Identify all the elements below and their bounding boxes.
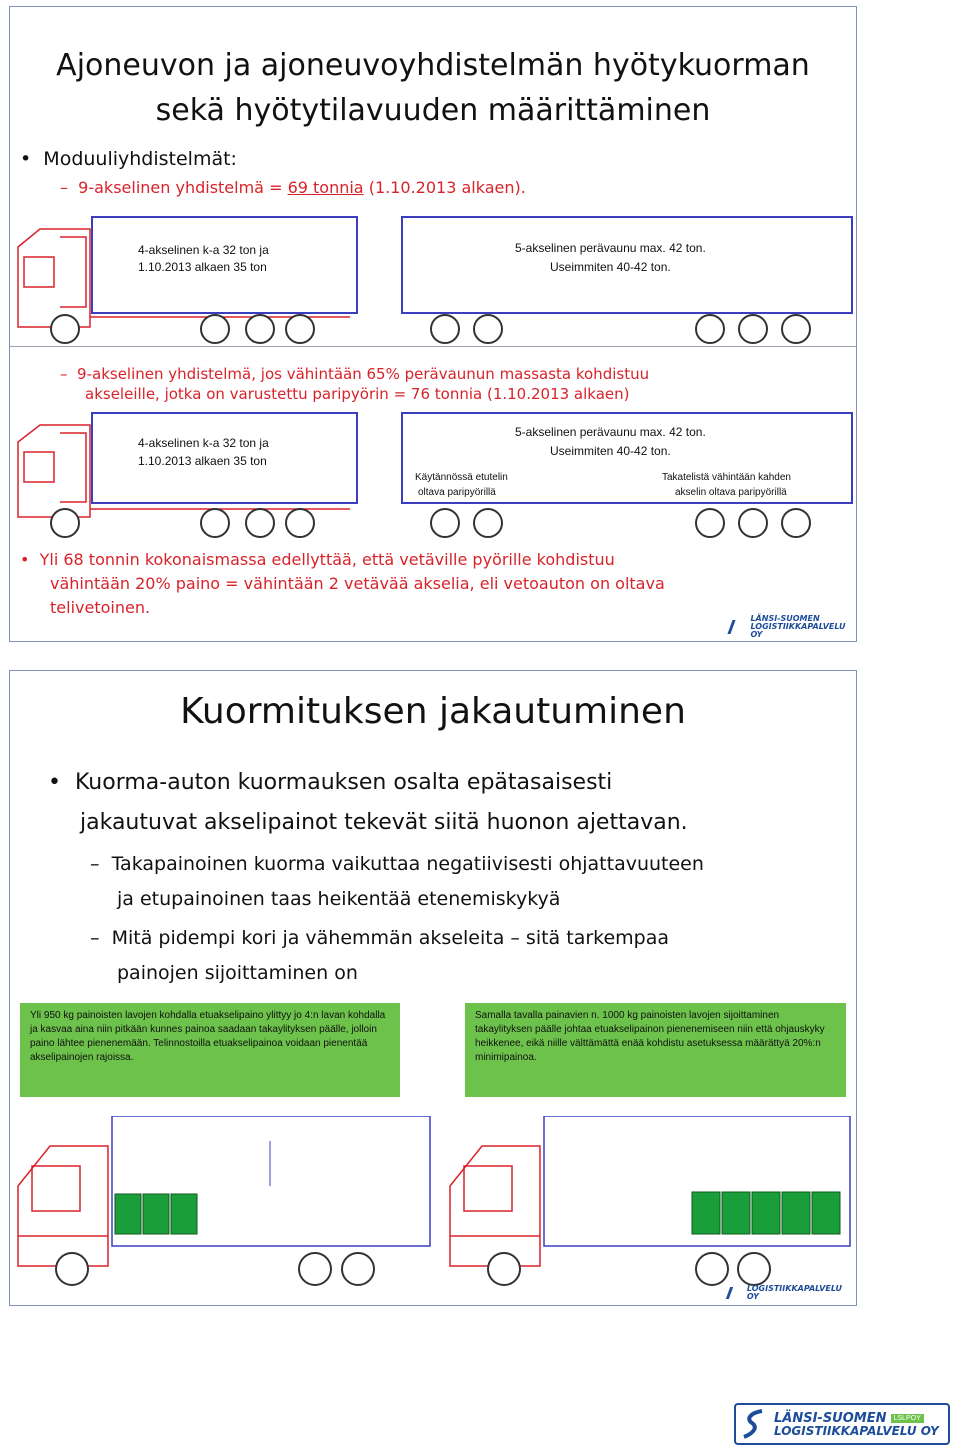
truck-rear-loaded bbox=[442, 1116, 856, 1296]
bullet-text: Moduuliyhdistelmät: bbox=[43, 148, 237, 170]
pallet-stack bbox=[115, 1194, 197, 1234]
logo-line1: LÄNSI-SUOMEN bbox=[750, 614, 820, 623]
sub1-prefix: 9-akselinen yhdistelmä = bbox=[78, 178, 288, 197]
pallet-stack bbox=[692, 1192, 840, 1234]
dash: – bbox=[90, 927, 112, 949]
dash: – bbox=[60, 365, 78, 383]
slide1-title-line2: sekä hyötytilavuuden määrittäminen bbox=[155, 93, 711, 128]
bullet1-line2: jakautuvat akselipainot tekevät siitä huonon ajettavan. bbox=[80, 810, 688, 835]
truck1-trailer-label-2: Useimmiten 40-42 ton. bbox=[550, 260, 671, 274]
truck2-trailer-label-1: 5-akselinen perävaunu max. 42 ton. bbox=[515, 425, 706, 439]
slide1-logo bbox=[730, 615, 856, 639]
bullet-dot: • bbox=[48, 770, 75, 795]
slide1-bullet-modules bbox=[20, 148, 237, 170]
slide2-dash-items bbox=[90, 847, 704, 991]
truck-combination-1 bbox=[10, 207, 856, 347]
logo-mark-icon bbox=[727, 620, 749, 634]
logo-badge: LSLPOY bbox=[891, 1414, 924, 1423]
slide1-bullet-68t bbox=[20, 548, 665, 620]
truck2-cab-label-2: 1.10.2013 alkaen 35 ton bbox=[138, 454, 267, 468]
wheels bbox=[51, 509, 810, 537]
dash: – bbox=[90, 853, 112, 875]
truck2-front-note-2: oltava paripyörillä bbox=[418, 487, 496, 498]
dash1-line1: Takapainoinen kuorma vaikuttaa negatiivisesti ohjattavuuteen bbox=[111, 853, 704, 875]
logo-line1: LÄNSI-SUOMEN bbox=[774, 1410, 887, 1426]
slide-load-distribution bbox=[9, 670, 857, 1306]
wheels bbox=[56, 1253, 374, 1285]
sub1-underlined: 69 tonnia bbox=[287, 178, 364, 197]
wheels bbox=[488, 1253, 770, 1285]
truck1-cab-label-1: 4-akselinen k-a 32 ton ja bbox=[138, 243, 269, 257]
slide1-sub-76t bbox=[60, 364, 649, 404]
logo-line2: LOGISTIIKKAPALVELU OY bbox=[774, 1423, 939, 1438]
truck-combination-2 bbox=[10, 407, 856, 542]
bullet2-line3: telivetoinen. bbox=[50, 598, 151, 617]
slide2-logo bbox=[728, 1285, 856, 1301]
bullet1-line1: Kuorma-auton kuormauksen osalta epätasaisesti bbox=[74, 770, 613, 795]
logo-line2: LOGISTIIKKAPALVELU OY bbox=[750, 622, 846, 639]
bullet2-line1: Yli 68 tonnin kokonaismassa edellyttää, että vetäville pyörille kohdistuu bbox=[39, 550, 615, 569]
truck2-trailer-label-2: Useimmiten 40-42 ton. bbox=[550, 444, 671, 458]
truck1-trailer-label-1: 5-akselinen perävaunu max. 42 ton. bbox=[515, 241, 706, 255]
dash: – bbox=[60, 178, 79, 197]
truck2-front-note-1: Käytännössä etutelin bbox=[415, 472, 508, 483]
slide2-title: Kuormituksen jakautuminen bbox=[180, 691, 686, 732]
truck2-rear-note-1: Takatelistä vähintään kahden bbox=[662, 472, 791, 483]
truck2-cab-label-1: 4-akselinen k-a 32 ton ja bbox=[138, 436, 269, 450]
slide1-title-line1: Ajoneuvon ja ajoneuvoyhdistelmän hyötykuorman bbox=[56, 48, 810, 83]
company-logo bbox=[734, 1403, 950, 1445]
bullet2-line2: vähintään 20% paino = vähintään 2 vetävää akselia, eli vetoauton on oltava bbox=[50, 574, 665, 593]
slide2-bullet1 bbox=[48, 763, 688, 843]
cab-outline bbox=[450, 1146, 540, 1266]
sub2-line2: akseleille, jotka on varustettu paripyörin = 76 tonnia (1.10.2013 alkaen) bbox=[85, 385, 630, 403]
truck1-cab-label-2: 1.10.2013 alkaen 35 ton bbox=[138, 260, 267, 274]
dash2-line1: Mitä pidempi kori ja vähemmän akseleita – sitä tarkempaa bbox=[111, 927, 670, 949]
cab-outline bbox=[18, 1146, 108, 1266]
slide1-title bbox=[10, 43, 856, 133]
slide-payload-determination bbox=[9, 6, 857, 642]
logo-line: LOGISTIIKKAPALVELU OY bbox=[746, 1284, 842, 1301]
green-note-right: Samalla tavalla painavien n. 1000 kg painoisten lavojen sijoittaminen takaylityksen päälle johtaa etuakselipainon pienenemiseen niin että ohjauskyky heikkenee, eikä niille välttämättä enää kohdistu asetuksessa määrättyä 20%:n minimipainoa. bbox=[465, 1003, 846, 1097]
bullet-dot: • bbox=[20, 550, 40, 569]
dash1-line2: ja etupainoinen taas heikentää etenemiskykyä bbox=[117, 888, 561, 910]
bullet-dot: • bbox=[20, 148, 44, 170]
truck2-rear-note-2: akselin oltava paripyörillä bbox=[675, 487, 787, 498]
slide1-sub-69t bbox=[60, 178, 526, 197]
truck-front-loaded bbox=[10, 1116, 440, 1296]
wheels bbox=[51, 315, 810, 343]
sub1-suffix: (1.10.2013 alkaen). bbox=[363, 178, 526, 197]
dash2-line2: painojen sijoittaminen on bbox=[117, 962, 358, 984]
logo-swoosh-icon bbox=[742, 1409, 770, 1439]
logo-mark-icon bbox=[726, 1287, 745, 1299]
green-note-left: Yli 950 kg painoisten lavojen kohdalla etuakselipaino ylittyy jo 4:n lavan kohdalla ja kasvaa aina niin pitkään kunnes painoa saadaan takaylityksen päälle, jolloin paino lähtee pienenemään. Telinnostoilla etuakselipainoa voidaan pienentää akselipainojen rajoissa. bbox=[20, 1003, 400, 1097]
sub2-line1: 9-akselinen yhdistelmä, jos vähintään 65% perävaunun massasta kohdistuu bbox=[77, 365, 650, 383]
